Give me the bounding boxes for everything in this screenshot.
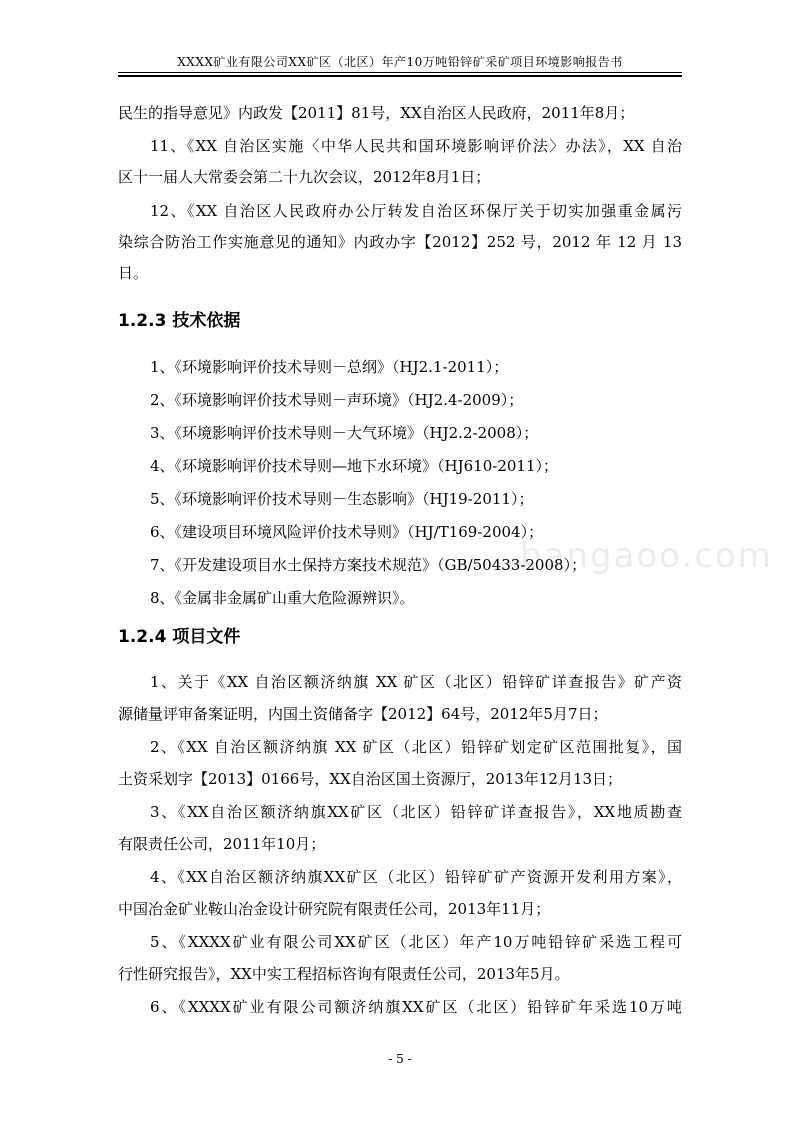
paragraph-line: 6、《XXXX矿业有限公司额济纳旗XX矿区（北区）铅锌矿年采选10万吨: [150, 998, 682, 1016]
list-item: 6、《建设项目环境风险评价技术导则》（HJ/T169-2004）；: [150, 523, 544, 541]
paragraph-line: 土资采划字【2013】0166号，XX自治区国土资源厅，2013年12月13日；: [118, 770, 623, 788]
list-item: 8、《金属非金属矿山重大危险源辨识》。: [150, 589, 415, 607]
paragraph-line: 日。: [118, 264, 149, 282]
page-number: - 5 -: [388, 1052, 412, 1066]
section-heading-1-2-4: 1.2.4 项目文件: [118, 627, 241, 647]
paragraph-line: 3、《XX自治区额济纳旗XX矿区（北区）铅锌矿详查报告》，XX地质勘查: [150, 803, 682, 821]
paragraph-line: 染综合防治工作实施意见的通知》内政办字【2012】252 号，2012 年 12 月 13: [118, 233, 682, 251]
paragraph-line: 源储量评审备案证明，内国土资储备字【2012】64号，2012年5月7日；: [118, 705, 608, 723]
paragraph-line: 中国冶金矿业鞍山冶金设计研究院有限责任公司，2013年11月；: [118, 900, 551, 918]
paragraph-line: 区十一届人大常委会第二十九次会议，2012年8月1日；: [118, 168, 491, 186]
paragraph-line: 民生的指导意见》内政发【2011】81号，XX自治区人民政府，2011年8月；: [118, 104, 635, 122]
paragraph-line: 有限责任公司，2011年10月；: [118, 835, 326, 853]
list-item: 4、《环境影响评价技术导则—地下水环境》（HJ610-2011）；: [150, 457, 559, 475]
list-item: 1、《环境影响评价技术导则－总纲》（HJ2.1-2011）；: [150, 358, 509, 376]
list-item: 3、《环境影响评价技术导则－大气环境》（HJ2.2-2008）；: [150, 424, 539, 442]
watermark: bangaoo.com: [520, 536, 773, 576]
list-item: 7、《开发建设项目水土保持方案技术规范》（GB/50433-2008）；: [150, 556, 587, 574]
paragraph-line: 1、关于《XX 自治区额济纳旗 XX 矿区（北区）铅锌矿详查报告》矿产资: [150, 673, 682, 691]
paragraph-line: 11、《XX 自治区实施〈中华人民共和国环境影响评价法〉办法》，XX 自治: [150, 137, 682, 155]
list-item: 5、《环境影响评价技术导则－生态影响》（HJ19-2011）；: [150, 490, 534, 508]
header-rule-thick: [118, 75, 682, 77]
header-rule: [118, 72, 682, 73]
running-header: XXXX矿业有限公司XX矿区（北区）年产10万吨铅锌矿采矿项目环境影响报告书: [177, 55, 623, 69]
paragraph-line: 12、《XX 自治区人民政府办公厅转发自治区环保厅关于切实加强重金属污: [150, 202, 682, 220]
section-heading-1-2-3: 1.2.3 技术依据: [118, 311, 241, 331]
list-item: 2、《环境影响评价技术导则－声环境》（HJ2.4-2009）；: [150, 391, 524, 409]
paragraph-line: 2、《XX 自治区额济纳旗 XX 矿区（北区）铅锌矿划定矿区范围批复》，国: [150, 738, 682, 756]
paragraph-line: 4、《XX自治区额济纳旗XX矿区（北区）铅锌矿矿产资源开发利用方案》，: [150, 868, 682, 886]
paragraph-line: 行性研究报告》，XX中实工程招标咨询有限责任公司，2013年5月。: [118, 965, 570, 983]
paragraph-line: 5、《XXXX矿业有限公司XX矿区（北区）年产10万吨铅锌矿采选工程可: [150, 933, 682, 951]
